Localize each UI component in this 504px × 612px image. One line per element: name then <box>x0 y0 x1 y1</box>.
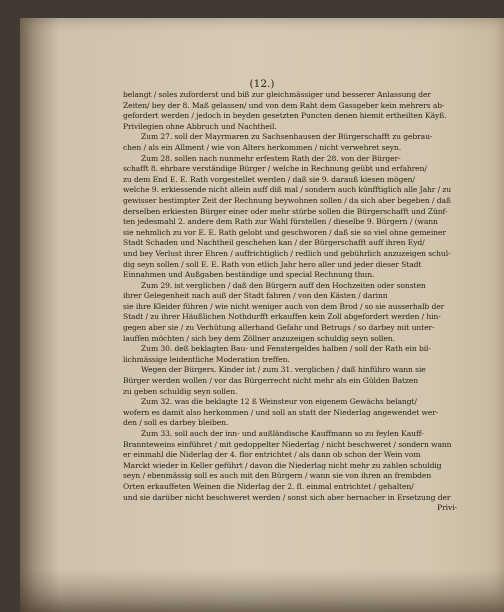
text-line: belangt / soles zuforderst und biß zur gleichmässiger und besserer Anlassung der <box>123 90 431 99</box>
text-line: und bey Verlust ihrer Ehren / auffrichtiglich / redlich und gebührlich anzuzeigen schul- <box>123 248 451 258</box>
text-line: Zum 32. was die beklagte 12 ß Weinsteur von eigenem Gewächs belangt/ <box>141 397 417 407</box>
book-page <box>20 18 504 612</box>
text-line: Zum 28. sollen nach nunmehr erfestem Rath der 28. von der Bürger- <box>141 153 401 163</box>
text-line: und sie darüber nicht beschweret werden / sonst sich aber hernacher in Ersetzung der <box>123 492 451 502</box>
gutter-shadow <box>20 18 60 612</box>
text-line: lichmässige leidentliche Moderation treffen. <box>123 354 290 364</box>
text-line: Zum 29. ist verglichen / daß den Bürgern auff den Hochzeiten oder sonsten <box>141 280 426 290</box>
text-line: sie nehmlich zu vor E. E. Rath gelobt und geschworen / daß sie so viel ohne gemeiner <box>123 227 446 237</box>
text-line: Zeiten/ bey der 8. Maß gelassen/ und von dem Raht dem Gassgeber kein mehrers ab- <box>123 100 445 110</box>
text-line: welche 9. erkiessende nicht allein auff diß mal / sondern auch künfftiglich alle Jahr / zu <box>123 185 452 195</box>
text-line: ihrer Gelegenheit nach auß der Stadt fahren / von den Kästen / darinn <box>123 291 388 301</box>
text-line: Wegen der Bürgers. Kinder ist / zum 31. verglichen / daß hinführo wann sie <box>141 365 426 375</box>
text-line: lauffen möchten / sich bey dem Zöllner anzuzeigen schuldig seyn sollen. <box>123 333 395 343</box>
text-line: Orten erkauffeten Weinen die Niderlag der 2. fl. einmal entrichtet / gehalten/ <box>123 481 414 491</box>
text-line: schafft 8. ehrbare verständige Bürger / welche in Rechnung geübt und erfahren/ <box>123 164 427 174</box>
text-line: wofern es damit also herkommen / und soll an statt der Niederlag angewendet wer- <box>123 407 439 417</box>
text-line: Marckt wieder in Keller geführt / davon die Niederlag nicht mehr zu zahlen schuldig <box>123 460 442 470</box>
body-text <box>123 90 457 514</box>
text-line: dig seyn sollen / soll E. E. Rath von etlich Jahr hero aller und jeder dieser Stadt <box>123 259 422 269</box>
text-line: Privi- <box>437 503 457 513</box>
text-line: gefordert werden / jedoch in beyden gesetzten Puncten denen hiemit ertheilten Käyß. <box>123 111 447 121</box>
text-line: Brannteweins einführet / mit gedoppelter Niederlag / nicht beschweret / sondern wann <box>123 439 452 449</box>
page-bottom-shadow <box>20 570 504 612</box>
text-line: Zum 27. soll der Mayrmaren zu Sachsenhausen der Bürgerschafft zu gebrau- <box>141 132 433 142</box>
text-line: Einnahmen und Außgaben beständige und special Rechnung thun. <box>123 270 375 280</box>
page-number: (12.) <box>249 78 275 90</box>
text-line: er einmahl die Niderlag der 4. flor entrichtet / als dann ob schon der Wein vom <box>123 450 421 460</box>
text-line: Bürger werden wollen / vor das Bürgerrecht nicht mehr als ein Gülden Batzen <box>123 376 419 386</box>
text-line: seyn / ebenmässig soll es auch mit den Bürgern / wann sie von ihren an frembden <box>123 471 432 481</box>
text-line: ten jedesmahl 2. andere dem Rath zur Wahl fürstellen / dieselbe 9. Bürgern / (wann <box>123 217 438 227</box>
text-line: Privilegien ohne Abbruch und Nachtheil. <box>123 121 277 131</box>
text-line: Zum 33. soll auch der inn- und außländische Kauffmann so zu feylen Kauff- <box>141 429 424 438</box>
text-line: gewisser bestimpter Zeit der Rechnung beywohnen sollen / da sich aber begeben / daß <box>123 195 451 205</box>
text-line: den / soll es darbey bleiben. <box>123 418 229 428</box>
text-line: zu dem End E. E. Rath vorgestellet werden / daß sie 9. darauß kiesen mögen/ <box>123 174 415 184</box>
text-line: Zum 30. deß beklagten Bau- und Fenstergeldes halben / soll der Rath ein bil- <box>141 344 431 354</box>
text-line: sie ihre Kleider führen / wie nicht weniger auch von dem Brod / so sie ausserhalb der <box>123 301 445 311</box>
text-line: Stadt Schaden und Nachtheil geschehen kan / der Bürgerschafft auff ihren Eyd/ <box>123 238 425 248</box>
text-line: derselben erkiesten Bürger einer oder mehr stürbe sollen die Bürgerschafft und Zünf- <box>123 206 448 216</box>
text-line: Stadt / zu ihrer Häußlichen Nothdurfft erkauffen kein Zoll abgefordert werden / hin- <box>123 312 441 322</box>
text-line: gegen aber sie / zu Verhütung allerhand Gefahr und Betrugs / so darbey mit unter- <box>123 323 435 333</box>
text-line: chen / als ein Allment / wie von Alters herkommen / nicht verwehret seyn. <box>123 142 402 152</box>
text-line: zu geben schuldig seyn sollen. <box>123 386 238 396</box>
